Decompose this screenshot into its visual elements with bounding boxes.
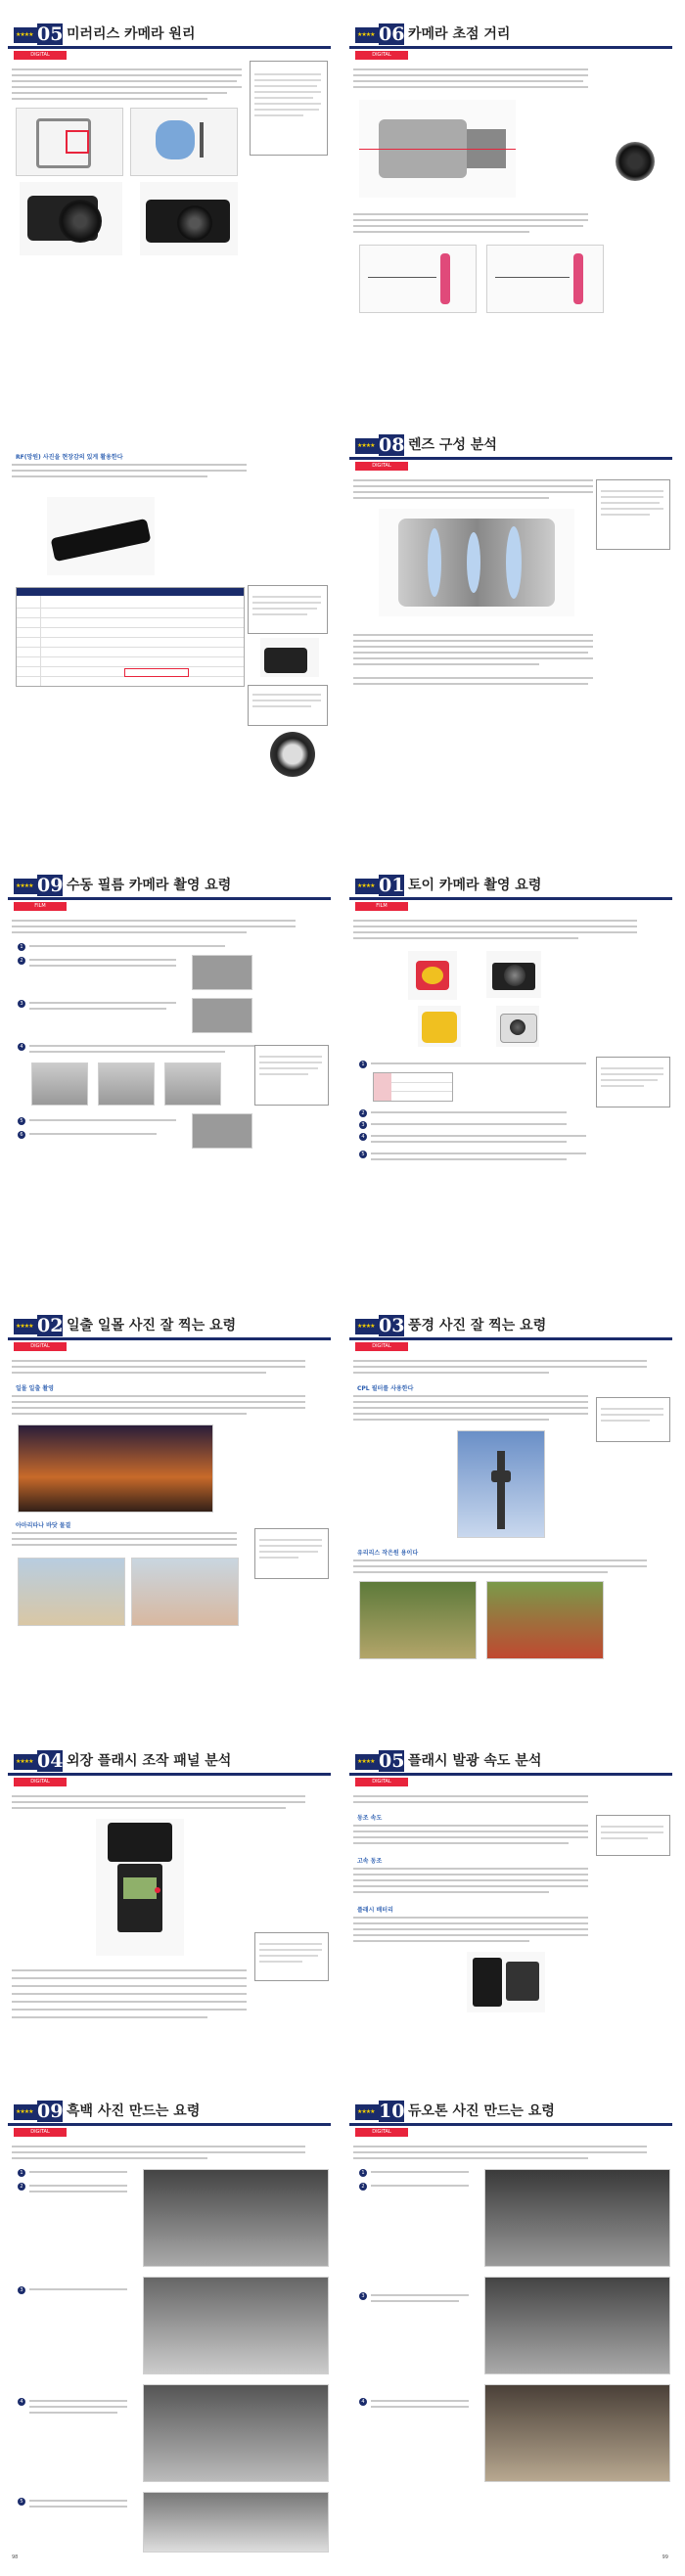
section-tag: DIGITAL xyxy=(355,51,408,60)
difficulty-stars-icon: ★★★★ xyxy=(14,2104,41,2120)
text-line xyxy=(353,926,637,927)
difficulty-stars-icon: ★★★★ xyxy=(355,2104,383,2120)
text-line xyxy=(353,683,588,685)
toy-camera-photo xyxy=(496,1006,539,1047)
step-photo xyxy=(31,1062,88,1106)
text-line xyxy=(29,2412,117,2414)
section-title: 미러리스 카메라 원리 xyxy=(67,26,196,42)
step-marker-icon: 1 xyxy=(359,1061,367,1068)
text-line xyxy=(12,926,296,927)
beach-photo xyxy=(131,1558,239,1626)
section-number: 03 xyxy=(379,1315,405,1336)
text-line xyxy=(353,74,588,76)
section-number: 09 xyxy=(37,2101,64,2122)
text-line xyxy=(371,2400,469,2402)
text-line xyxy=(371,2294,469,2296)
step-photo xyxy=(192,1113,252,1149)
section-tag: DIGITAL xyxy=(14,1342,67,1351)
subheading: 아마리타나 바닷 물결 xyxy=(16,1522,71,1529)
step-marker-icon: 3 xyxy=(359,1121,367,1129)
text-line xyxy=(12,80,237,82)
sidebar-note xyxy=(254,1528,329,1579)
filter-photo xyxy=(270,732,315,777)
software-screenshot xyxy=(484,2277,670,2374)
title-stripe xyxy=(349,897,672,900)
text-line xyxy=(29,965,176,967)
section-title: 듀오톤 사진 만드는 요령 xyxy=(408,2103,555,2119)
text-line xyxy=(12,2146,305,2147)
difficulty-stars-icon: ★★★★ xyxy=(355,438,383,454)
text-line xyxy=(12,1372,266,1374)
text-line xyxy=(353,1917,588,1919)
text-line xyxy=(353,2151,647,2153)
section-number: 02 xyxy=(37,1315,64,1336)
section-title: 카메라 초점 거리 xyxy=(408,26,511,42)
toy-camera-photo xyxy=(418,1006,461,1047)
text-line xyxy=(353,1801,588,1803)
text-line xyxy=(371,2406,469,2408)
subheading: RF(망원) 사진을 현장감의 있게 활용한다 xyxy=(16,454,123,461)
text-line xyxy=(353,931,637,933)
section-tag: DIGITAL xyxy=(355,1778,408,1786)
step-photo xyxy=(192,998,252,1033)
text-line xyxy=(353,1401,588,1403)
text-line xyxy=(29,1008,166,1010)
text-line xyxy=(29,959,176,961)
software-screenshot xyxy=(143,2169,329,2267)
text-line xyxy=(371,1062,586,1064)
section-number: 05 xyxy=(379,1750,405,1772)
iso-table xyxy=(373,1072,453,1102)
text-line xyxy=(353,219,588,221)
text-line xyxy=(12,1969,247,1971)
title-stripe xyxy=(8,2123,331,2126)
title-stripe xyxy=(349,2123,672,2126)
page-sunrise-sunset xyxy=(8,1301,331,1790)
text-line xyxy=(353,1885,588,1887)
text-line xyxy=(29,2506,127,2508)
text-line xyxy=(353,1407,588,1409)
section-tag: FILM xyxy=(14,902,67,911)
sidebar-note xyxy=(250,61,328,156)
text-line xyxy=(353,640,593,642)
text-line xyxy=(353,231,529,233)
text-line xyxy=(371,2300,459,2302)
text-line xyxy=(353,1825,588,1827)
text-line xyxy=(29,2406,127,2408)
text-line xyxy=(353,1360,647,1362)
page-lens-structure xyxy=(349,421,672,910)
text-line xyxy=(353,652,588,654)
text-line xyxy=(353,213,588,215)
section-title: 렌즈 구성 분석 xyxy=(408,437,497,453)
text-line xyxy=(12,92,227,94)
section-tag: DIGITAL xyxy=(14,1778,67,1786)
sidebar-note xyxy=(596,479,670,550)
text-line xyxy=(371,1123,567,1125)
page-landscape-photo xyxy=(349,1301,672,1790)
text-line xyxy=(353,677,593,679)
difficulty-stars-icon: ★★★★ xyxy=(14,1319,41,1334)
text-line xyxy=(371,1158,567,1160)
text-line xyxy=(29,1119,176,1121)
section-tag: DIGITAL xyxy=(14,2128,67,2137)
text-line xyxy=(29,2288,127,2290)
text-line xyxy=(353,2146,647,2147)
text-line xyxy=(353,225,583,227)
software-screenshot xyxy=(484,2384,670,2482)
step-photo xyxy=(98,1062,155,1106)
text-line xyxy=(353,1940,529,1942)
subheading: 유리리스 작은원 용이다 xyxy=(357,1550,419,1557)
sidebar-note xyxy=(596,1397,670,1442)
section-number: 10 xyxy=(379,2101,405,2122)
section-tag: DIGITAL xyxy=(355,1342,408,1351)
focal-diagram-person xyxy=(486,245,604,313)
text-line xyxy=(29,945,225,947)
section-title: 흑백 사진 만드는 요령 xyxy=(67,2103,201,2119)
text-line xyxy=(12,1401,305,1403)
subheading: 고속 동조 xyxy=(357,1858,383,1865)
text-line xyxy=(353,1413,588,1415)
page-number: 99 xyxy=(662,2554,668,2560)
text-line xyxy=(12,2016,207,2018)
step-marker-icon: 2 xyxy=(18,2183,25,2191)
dslr-diagram xyxy=(16,108,123,176)
section-title: 토이 카메라 촬영 요령 xyxy=(408,878,542,893)
difficulty-stars-icon: ★★★★ xyxy=(14,27,41,43)
step-marker-icon: 3 xyxy=(359,2292,367,2300)
text-line xyxy=(353,920,637,922)
subheading: 일몰 일출 촬영 xyxy=(16,1385,54,1392)
text-line xyxy=(353,491,593,493)
page-lens-telephoto xyxy=(8,421,331,910)
title-stripe xyxy=(349,457,672,460)
text-line xyxy=(371,1135,586,1137)
text-line xyxy=(12,74,242,76)
text-line xyxy=(353,1559,647,1561)
flash-unit-photo xyxy=(96,1819,184,1956)
text-line xyxy=(353,1868,588,1870)
text-line xyxy=(353,1842,569,1844)
text-line xyxy=(353,634,593,636)
section-tag: DIGITAL xyxy=(355,2128,408,2137)
text-line xyxy=(353,646,593,648)
step-photo xyxy=(192,955,252,990)
section-title: 일출 일몰 사진 잘 찍는 요령 xyxy=(67,1318,237,1333)
section-tag: DIGITAL xyxy=(14,51,67,60)
sidebar-note xyxy=(254,1932,329,1981)
text-line xyxy=(353,1366,647,1368)
text-line xyxy=(353,1795,588,1797)
text-line xyxy=(353,937,578,939)
text-line xyxy=(353,1922,588,1924)
text-line xyxy=(353,2157,588,2159)
camera-cutaway-diagram xyxy=(359,100,516,198)
camera-photo xyxy=(260,638,319,677)
text-line xyxy=(12,98,207,100)
step-marker-icon: 5 xyxy=(359,1151,367,1158)
sidebar-note xyxy=(248,685,328,726)
section-number: 06 xyxy=(379,23,405,45)
tree-photo xyxy=(359,1581,477,1659)
text-line xyxy=(353,479,593,481)
step-marker-icon: 3 xyxy=(18,1000,25,1008)
text-line xyxy=(29,1045,264,1047)
focal-diagram-person xyxy=(359,245,477,313)
text-line xyxy=(29,2191,127,2192)
title-stripe xyxy=(349,1337,672,1340)
text-line xyxy=(29,1051,225,1053)
text-line xyxy=(12,2009,247,2011)
difficulty-stars-icon: ★★★★ xyxy=(355,1754,383,1770)
section-title: 외장 플래시 조작 패널 분석 xyxy=(67,1753,232,1769)
text-line xyxy=(371,1141,567,1143)
subheading: CPL 필터를 사용한다 xyxy=(357,1385,414,1392)
text-line xyxy=(353,1571,608,1573)
step-marker-icon: 4 xyxy=(359,1133,367,1141)
sidebar-note xyxy=(596,1057,670,1107)
step-marker-icon: 2 xyxy=(18,957,25,965)
difficulty-stars-icon: ★★★★ xyxy=(355,1319,383,1334)
text-line xyxy=(353,1891,549,1893)
step-marker-icon: 1 xyxy=(18,2169,25,2177)
text-line xyxy=(12,1360,305,1362)
difficulty-stars-icon: ★★★★ xyxy=(14,1754,41,1770)
text-line xyxy=(371,1111,567,1113)
text-line xyxy=(353,1565,647,1567)
lens-cutaway-diagram xyxy=(379,509,574,616)
software-screenshot xyxy=(143,2277,329,2374)
title-stripe xyxy=(8,897,331,900)
text-line xyxy=(12,1532,237,1534)
text-line xyxy=(12,2151,305,2153)
step-marker-icon: 2 xyxy=(359,1109,367,1117)
text-line xyxy=(12,1993,247,1995)
camera-photo xyxy=(20,182,122,255)
text-line xyxy=(29,2500,127,2502)
text-line xyxy=(371,1152,586,1154)
text-line xyxy=(29,1002,176,1004)
step-marker-icon: 4 xyxy=(18,2398,25,2406)
subheading: 동조 속도 xyxy=(357,1815,383,1822)
text-line xyxy=(12,1366,305,1368)
text-line xyxy=(12,2157,207,2159)
text-line xyxy=(12,86,242,88)
difficulty-stars-icon: ★★★★ xyxy=(355,879,383,894)
text-line xyxy=(353,485,593,487)
text-line xyxy=(353,657,593,659)
step-marker-icon: 1 xyxy=(359,2169,367,2177)
page-duotone xyxy=(349,2087,672,2566)
sunset-photo xyxy=(18,1424,213,1513)
sidebar-note xyxy=(254,1045,329,1106)
text-line xyxy=(353,1395,588,1397)
section-title: 수동 필름 카메라 촬영 요령 xyxy=(67,878,232,893)
text-line xyxy=(12,68,242,70)
text-line xyxy=(12,1801,305,1803)
title-stripe xyxy=(8,1773,331,1776)
software-screenshot xyxy=(143,2492,329,2553)
text-line xyxy=(12,1795,305,1797)
text-line xyxy=(353,1372,549,1374)
sidebar-note xyxy=(248,585,328,634)
text-line xyxy=(371,2171,469,2173)
section-number: 05 xyxy=(37,23,64,45)
step-marker-icon: 3 xyxy=(18,2286,25,2294)
text-line xyxy=(12,931,247,933)
mirrorless-diagram xyxy=(130,108,238,176)
text-line xyxy=(353,497,549,499)
step-marker-icon: 1 xyxy=(18,943,25,951)
text-line xyxy=(12,1407,305,1409)
subheading: 플래시 배터리 xyxy=(357,1907,393,1914)
text-line xyxy=(12,1807,286,1809)
section-tag: FILM xyxy=(355,902,408,911)
text-line xyxy=(353,1874,588,1876)
page-black-and-white xyxy=(8,2087,331,2566)
battery-pack-photo xyxy=(467,1952,545,2012)
sidebar-note xyxy=(596,1815,670,1856)
step-marker-icon: 4 xyxy=(359,2398,367,2406)
text-line xyxy=(353,1830,588,1832)
toy-camera-photo xyxy=(486,951,541,998)
difficulty-stars-icon: ★★★★ xyxy=(355,27,383,43)
text-line xyxy=(12,1538,237,1540)
section-tag: DIGITAL xyxy=(355,462,408,471)
text-line xyxy=(12,475,207,477)
lens-spec-table xyxy=(16,587,245,687)
step-marker-icon: 6 xyxy=(18,1131,25,1139)
text-line xyxy=(353,1419,549,1421)
text-line xyxy=(12,2001,247,2003)
text-line xyxy=(29,2185,127,2187)
toy-camera-photo xyxy=(408,951,457,1000)
step-marker-icon: 2 xyxy=(359,2183,367,2191)
section-number: 08 xyxy=(379,434,405,456)
title-stripe xyxy=(8,46,331,49)
text-line xyxy=(12,1977,247,1979)
camera-photo xyxy=(140,182,238,255)
step-marker-icon: 4 xyxy=(18,1043,25,1051)
text-line xyxy=(12,1413,247,1415)
text-line xyxy=(12,920,296,922)
text-line xyxy=(12,1544,237,1546)
text-line xyxy=(353,68,588,70)
tower-photo xyxy=(457,1430,545,1538)
text-line xyxy=(353,1934,588,1936)
section-title: 풍경 사진 잘 찍는 요령 xyxy=(408,1318,547,1333)
text-line xyxy=(12,470,247,472)
autumn-photo xyxy=(486,1581,604,1659)
highlight-box xyxy=(124,668,189,677)
text-line xyxy=(371,2185,469,2187)
lens-photo xyxy=(616,142,655,181)
text-line xyxy=(353,80,583,82)
section-title: 플래시 발광 속도 분석 xyxy=(408,1753,542,1769)
text-line xyxy=(12,1985,247,1987)
step-marker-icon: 5 xyxy=(18,2498,25,2506)
text-line xyxy=(12,464,247,466)
software-screenshot xyxy=(484,2169,670,2267)
telephoto-lens-photo xyxy=(47,497,155,575)
text-line xyxy=(353,1928,588,1930)
text-line xyxy=(29,2400,127,2402)
text-line xyxy=(29,2171,127,2173)
text-line xyxy=(353,1879,588,1881)
step-marker-icon: 5 xyxy=(18,1117,25,1125)
software-screenshot xyxy=(143,2384,329,2482)
title-stripe xyxy=(8,1337,331,1340)
beach-photo xyxy=(18,1558,125,1626)
title-stripe xyxy=(349,46,672,49)
page-manual-film-camera xyxy=(8,861,331,1350)
section-number: 04 xyxy=(37,1750,64,1772)
section-number: 01 xyxy=(379,875,405,896)
page-number: 98 xyxy=(12,2554,19,2560)
text-line xyxy=(353,86,588,88)
text-line xyxy=(353,1836,588,1838)
step-photo xyxy=(164,1062,221,1106)
section-number: 09 xyxy=(37,875,64,896)
text-line xyxy=(29,1133,157,1135)
difficulty-stars-icon: ★★★★ xyxy=(14,879,41,894)
text-line xyxy=(12,1395,305,1397)
title-stripe xyxy=(349,1773,672,1776)
text-line xyxy=(353,663,539,665)
page-toy-camera xyxy=(349,861,672,1350)
